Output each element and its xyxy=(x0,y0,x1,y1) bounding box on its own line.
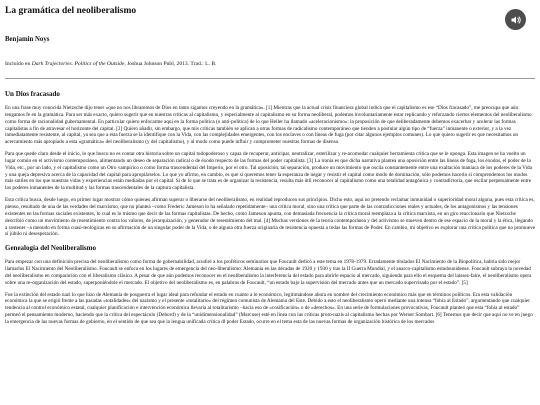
paragraph: Para empezar con una definición precisa del neoliberalismo como forma de gobernabilidad, acudiré a los proféticos seminarios que Foucault dedicó a este tema en 1978-1979. Erradamente titulados El Nacimiento de la Biopolítica, habría sido mejor llamarlos El Nacimiento del Neoliberalismo. Foucault se enfoca en los lugares de emergencia del neo-liberalismo: Alemania en las décadas de 1920 y 1930 y tras la II Guerra Mundial, y el anarco-capitalismo estadounidense. Foucault subraya la novedad del neoliberalismo en comparación con el liberalismo clásico. A pesar de que aún podemos reconocer en el neoliberalismo la interferencia del estado para abrirle espacio al mercado, siguiendo para ello el esquema del laissez-faire, el neoliberalismo opera sobre una re-organización del estado, superponiéndole el mercado. El objetivo del neoliberalismo es, en palabras de Foucault, “un estado bajo la supervisión del mercado antes que un mercado supervisado por el estado”. [5] xyxy=(5,259,532,286)
author-name: Benjamin Noys xyxy=(5,36,50,43)
section-heading-genealogia: Genealogía del Neoliberalismo xyxy=(5,244,96,253)
publication-prefix: Incluido en xyxy=(5,61,32,67)
publication-suffix: , Joshua Johnson Publ, 2013. Trad.: L. B. xyxy=(124,61,217,67)
article-title: La gramática del neoliberalismo xyxy=(5,6,137,16)
paragraph: Fue la extinción del estado nazi lo que hizo de Alemania de posguerra el lugar ideal para refundar el estado en cuanto a lo económico, legitimándose ahora en nombre del crecimiento económico más que en términos políticos. Era esta validación económica la que se erigió frente a las pasadas «totalidades» del nazismo y el presente «totalitario» del régimen comunista de Alemania del Este. Debido a esto el neoliberalismo operó mediante una intensa “fobia al Estado”, argumentando que cualquier tendencia al control económico estatal, cualquier planificación e intervención económica llevaría al totalitarismo –hacia eso de «cosificación» o de «derechos». En una serie de formulaciones provocativas, Foucault planteó que esta “fobia al estado” permeó el pensamiento moderno, haciendo que la crítica del espectáculo (Debord) y de la “unidimensionalidad” (Marcuse) esté en línea con las críticas proto-nazis al capitalismo hechas por Werner Sombart. [6] Tenemos que decir que aquí no ve en juego la emergencia de las nuevas formas de gobierno, en el sentido de que sea que la lengua unificada crítica dl poder Estado, ocurre en el tema esta de las nuevas formas de organización histórica de los mercados xyxy=(5,291,533,325)
divider xyxy=(5,78,535,79)
publication-note xyxy=(5,60,535,68)
section-heading-un-dios-fracasado: Un Dios fracasado xyxy=(5,90,60,98)
paragraph: Para que quede claro desde el inicio, lo que busco no es contar otra historia sobre un capital todopoderoso y capaz de recuperar, anticipar, neutralizar, esterilizar y re-acomodar cualquier herramienta crítica que se le oponga. Esta imagen se ha vuelto un lugar común en el activismo contemporáneo, alimentando un deseo de separación radical o de éxodo respecto de las formas del poder capitalista. [3] La ironía es que dicha narrativa plantea una oposición entre las líneas de fuga, los éxodos, el poder de la Vida, etc., por un lado, y el capitalismo como un Otro vampírico o como forma trascendental del Imperio, por el otro. Tal oposición, tal separación, produce un movimiento que oscila constantemente entre una exaltación maníaca de los poderes de la Vida y una queja depresiva acerca de la capacidad del capital para apropiárselos. Lo que yo afirmo, en cambio, es que si queremos tener la esperanza de negar y resistir el capital como modo de dominación, sólo podemos hacerlo si comprendemos los modos más sutiles en los que nuestras vidas y experiencias están mediadas por el capital. Si de lo que se trata es de organizar la resistencia, resulta más útil reconocer al capitalismo como una totalidad antagónica y contradictoria, que oscilar perpetuamente entre los poderes inmanentes de la multitud y las formas trascendentales de la captura capitalista. xyxy=(5,151,532,192)
paragraph: En una frase muy conocida Nietzsche dijo tener «que no nos libraremos de Dios en tanto sigamos creyendo en la gramática». [1] Mientras que la actual crisis financiera global indica que el capitalismo es ese “Dios fracasado”, me preocupa que aún tengamos fe en la gramática. Para ser más exacto, quiero sugerir que en nuestras críticas al capitalismo, y especialmente al capitalismo en su forma neoliberal, podemos involuntariamente estar replicando y reforzando ciertos elementos del neoliberalismo como forma de racionalidad gubernamental. En particular quiero enfocarme aquí en la forma política (o anti-política) de lo que Heller ha llamado «aceleracionismo»: la proposición de que deliberadamente debemos exacerbar y acelerar las formas capitalistas a fin de atravesar el horizonte del capital. [2] Quiero añadir, sin embargo, que mis críticas también se aplican a otras formas de radicalismo contemporáneo que tienden a postular algún tipo de “fuerza” inmanente o exterior, y a la vez inmediatamente resistente, al capital, ya sea que a esta fuerza se la identifique con la Vida, con las complejidades emergentes, con los enclaves o con líneas de fuga (por citar algunos ejemplos comunes). Lo que quiero sugerir es que necesitamos un acercamiento más apropiado a esta «gramática» del neoliberalismo (y del capitalismo), y al modo como puede influir y comprometer nuestras formas de disenso. xyxy=(5,105,532,146)
text-to-speech-button[interactable] xyxy=(505,9,526,30)
book-title: Dark Trajectories. Politics of the Outside xyxy=(31,61,125,67)
speaker-icon xyxy=(510,14,522,26)
paragraph: Esta crítica busca, desde luego, en primer lugar mostrar cómo quienes afirman superar o liberarse del neoliberalismo, en realidad reproducen sus principios. Dicho esto, aquí no pretendo reclamar inmunidad o superioridad moral alguna, pues esta crítica es, pienso, resultado de una de las verdades del marxismo, que no planteá –como Frederic Jameson lo ha señalado repetidamente– una crítica moral, sino una crítica que parte de las contradicciones reales y actuales, de los antagonismos y las tensiones existentes en las formas sociales existentes, lo cual es lo mismo que decir de las formas capitalistas. De hecho, como Jameson apunta, con demasiada frecuencia la crítica moral reemplaza a la crítica marxista, en un giro reaccionario que Nietzsche describió como un movimiento de resentimiento contra los valores, de jerarquización, y generador de resentimiento del mal. [4] Muchas versiones de la teoría contemporánea y del activismo se mueven dentro de ese espacio de la moral y la ética, llegando a sostener –a menudo en forma cuasi-teológicas en su afirmación de un singular poder de la Vida, o de alguna otra fuerza originaria de resistencia opuesta a todas las formas de Poder. En cambio, mi objetivo es explorar una crítica política que no promueve si júbilo ni desesperación. xyxy=(5,197,535,238)
